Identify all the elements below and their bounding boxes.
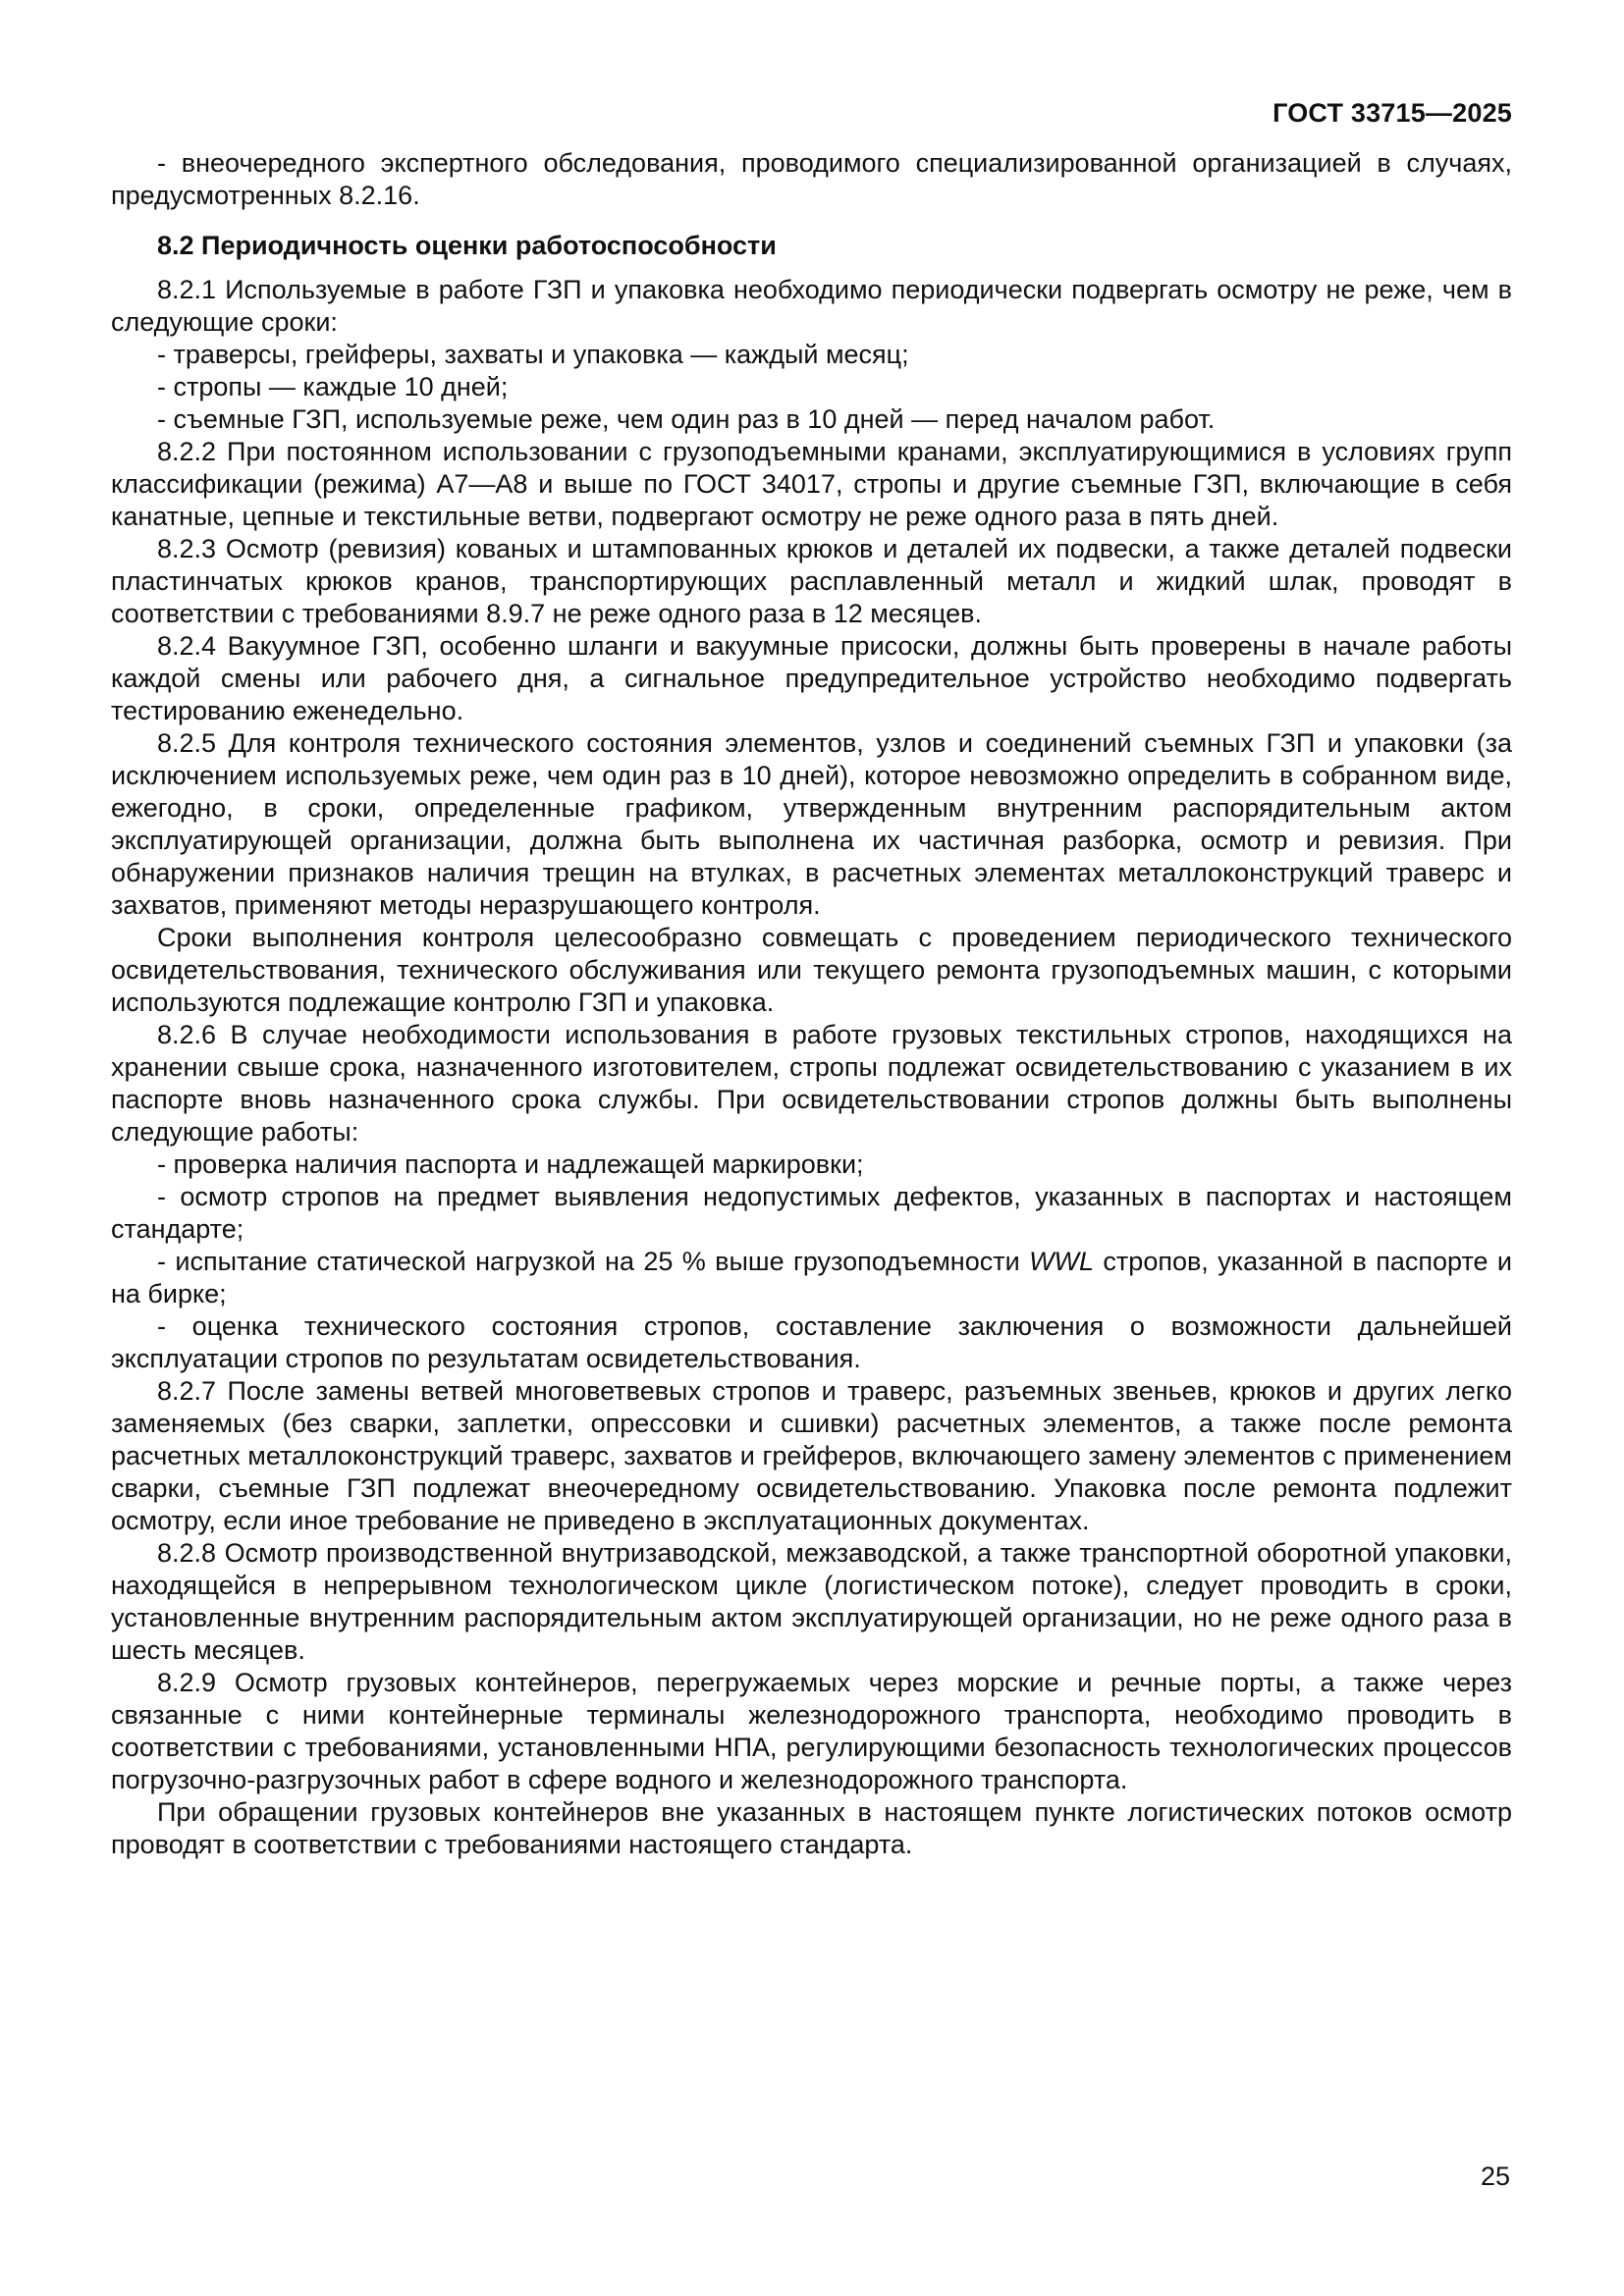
text-run: 8.2.1 Используемые в работе ГЗП и упаковка необходимо периодически подвергать осмотру не реже, чем в следующие сроки: [111,275,1512,337]
text-run: стропов, указанной в паспорте и на бирке; [111,1247,1512,1308]
paragraph [111,727,1512,922]
list-item [111,339,1512,371]
list-item [111,1148,1512,1181]
text-run: - траверсы, грейферы, захваты и упаковка — каждый месяц; [157,340,909,369]
text-run: - оценка технического состояния стропов, составление заключения о возможности дальнейшей эксплуатации стропов по результатам освидетельствования. [111,1311,1512,1373]
text-run: - испытание статической нагрузкой на 25 % выше грузоподъемности [157,1247,1030,1276]
text-run: 8.2 Периодичность оценки работоспособности [157,231,777,260]
text-run: 8.2.7 После замены ветвей многоветвевых стропов и траверс, разъемных звеньев, крюков и других легко заменяемых (без сварки, заплетки, опрессовки и сшивки) расчетных элементов, а также после ремонта расчетных металлоконструкций траверс, захватов и грейферов, включающего замену элементов с применением сварки, съемные ГЗП подлежат внеочередному освидетельствованию. Упаковка после ремонта подлежит осмотру, если иное требование не приведено в эксплуатационных документах. [111,1376,1512,1535]
text-run: 8.2.4 Вакуумное ГЗП, особенно шланги и вакуумные присоски, должны быть проверены в начале работы каждой смены или рабочего дня, а сигнальное предупредительное устройство необходимо подвергать тестированию еженедельно. [111,631,1512,725]
text-run: 8.2.3 Осмотр (ревизия) кованых и штампованных крюков и деталей их подвески, а также деталей подвески пластинчатых крюков кранов, транспортирующих расплавленный металл и жидкий шлак, проводят в соответствии с требованиями 8.9.7 не реже одного раза в 12 месяцев. [111,534,1512,628]
text-run: 8.2.6 В случае необходимости использования в работе грузовых текстильных стропов, находящихся на хранении свыше срока, назначенного изготовителем, стропы подлежат освидетельствованию с указанием в их паспорте вновь назначенного срока службы. При освидетельствовании стропов должны быть выполнены следующие работы: [111,1020,1512,1147]
text-run: Сроки выполнения контроля целесообразно совмещать с проведением периодического технического освидетельствования, технического обслуживания или текущего ремонта грузоподъемных машин, с которыми используются подлежащие контролю ГЗП и упаковка. [111,923,1512,1017]
document-number: ГОСТ 33715—2025 [1272,98,1512,128]
list-item [111,403,1512,436]
page-number: 25 [1480,2162,1510,2191]
text-run: - проверка наличия паспорта и надлежащей маркировки; [157,1149,864,1179]
text-run: 8.2.9 Осмотр грузовых контейнеров, перегружаемых через морские и речные порты, а также через связанные с ними контейнерные терминалы железнодорожного транспорта, необходимо проводить в соответствии с требованиями, установленными НПА, регулирующими безопасность технологических процессов погрузочно-разгрузочных работ в сфере водного и железнодорожного транспорта. [111,1668,1512,1794]
paragraph [111,274,1512,339]
paragraph [111,630,1512,727]
paragraph [111,436,1512,533]
text-run: - осмотр стропов на предмет выявления недопустимых дефектов, указанных в паспортах и настоящем стандарте; [111,1182,1512,1244]
text-run: При обращении грузовых контейнеров вне указанных в настоящем пункте логистических потоков осмотр проводят в соответствии с требованиями настоящего стандарта. [111,1797,1512,1859]
list-item [111,1181,1512,1246]
text-run: - съемные ГЗП, используемые реже, чем один раз в 10 дней — перед началом работ. [157,404,1216,434]
text-run: 8.2.8 Осмотр производственной внутризаводской, межзаводской, а также транспортной оборотной упаковки, находящейся в непрерывном технологическом цикле (логистическом потоке), следует проводить в сроки, установленные внутренним распорядительным актом эксплуатирующей организации, но не реже одного раза в шесть месяцев. [111,1538,1512,1665]
paragraph [111,147,1512,212]
paragraph [111,922,1512,1019]
text-run: 8.2.5 Для контроля технического состояния элементов, узлов и соединений съемных ГЗП и упаковки (за исключением используемых реже, чем один раз в 10 дней), которое невозможно определить в собранном виде, ежегодно, в сроки, определенные графиком, утвержденным внутренним распорядительным актом эксплуатирующей организации, должна быть выполнена их частичная разборка, осмотр и ревизия. При обнаружении признаков наличия трещин на втулках, в расчетных элементах металлоконструкций траверс и захватов, применяют методы неразрушающего контроля. [111,728,1512,920]
italic-text: WWL [1029,1247,1095,1276]
paragraph [111,1537,1512,1667]
paragraph [111,533,1512,630]
text-run: - внеочередного экспертного обследования, проводимого специализированной организацией в случаях, предусмотренных 8.2.16. [111,148,1512,210]
list-item [111,1246,1512,1310]
list-item [111,1310,1512,1375]
paragraph [111,1667,1512,1796]
list-item [111,371,1512,403]
paragraph [111,1019,1512,1148]
text-run: - стропы — каждые 10 дней; [157,372,509,401]
section-heading [111,230,1512,262]
text-run: 8.2.2 При постоянном использовании с грузоподъемными кранами, эксплуатирующимися в условиях групп классификации (режима) А7—А8 и выше по ГОСТ 34017, стропы и другие съемные ГЗП, включающие в себя канатные, цепные и текстильные ветви, подвергают осмотру не реже одного раза в пять дней. [111,437,1512,531]
document-body [111,147,1512,1861]
paragraph [111,1796,1512,1861]
paragraph [111,1375,1512,1537]
